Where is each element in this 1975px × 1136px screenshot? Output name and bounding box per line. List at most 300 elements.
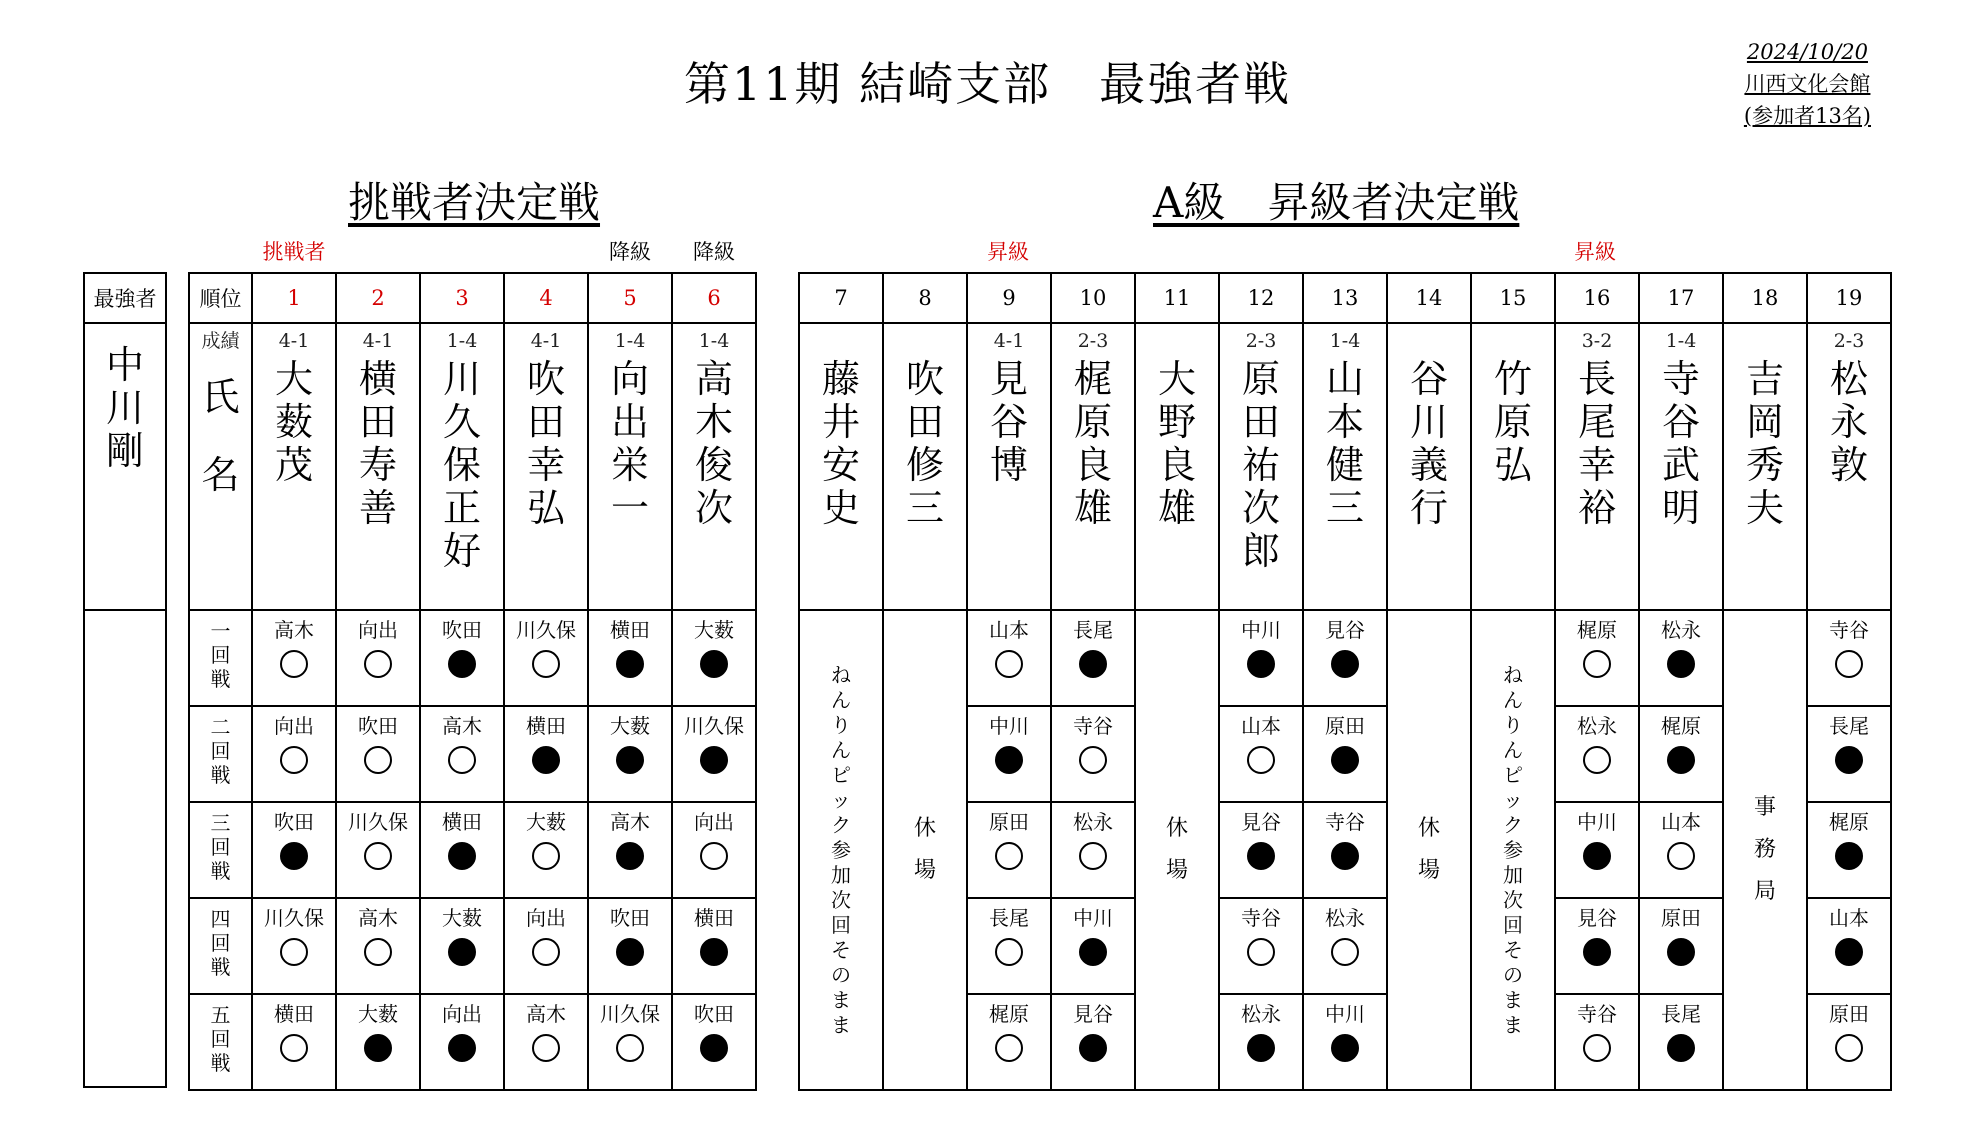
game-cell	[252, 898, 336, 994]
win-circle-icon	[1331, 938, 1359, 966]
game-cell	[588, 802, 672, 898]
label-challenger: 挑戦者	[262, 240, 326, 264]
player-score: 1-4	[1665, 330, 1697, 352]
win-circle-icon	[1247, 938, 1275, 966]
opponent-name: 中川	[1577, 810, 1617, 834]
game-cell	[336, 706, 420, 802]
challenger-table	[188, 272, 757, 1091]
player-cell	[1051, 323, 1135, 610]
game-cell	[1807, 802, 1891, 898]
player-cell	[883, 323, 967, 610]
game-cell	[588, 898, 672, 994]
opponent-name: 中川	[1325, 1002, 1365, 1026]
absence-note: 休場	[914, 816, 937, 883]
game-cell	[1219, 898, 1303, 994]
loss-circle-icon	[700, 746, 728, 774]
name-header: 氏名	[201, 375, 240, 497]
win-circle-icon	[532, 1034, 560, 1062]
win-circle-icon	[280, 650, 308, 678]
label-promote-16: 昇級	[1574, 240, 1616, 264]
player-cell	[1723, 323, 1807, 610]
rank-7: 7	[799, 273, 883, 323]
win-circle-icon	[1835, 1034, 1863, 1062]
rank-15: 15	[1471, 273, 1555, 323]
player-cell	[1135, 323, 1219, 610]
rank-1: 1	[252, 273, 336, 323]
win-circle-icon	[995, 842, 1023, 870]
player-score	[1724, 324, 1806, 358]
opponent-name: 吹田	[358, 714, 398, 738]
player-score	[1136, 324, 1218, 358]
opponent-name: 高木	[526, 1002, 566, 1026]
game-cell	[1639, 994, 1723, 1090]
loss-circle-icon	[616, 746, 644, 774]
opponent-name: 横田	[442, 810, 482, 834]
opponent-name: 寺谷	[1073, 714, 1113, 738]
opponent-name: 吹田	[442, 618, 482, 642]
game-cell	[672, 706, 756, 802]
opponent-name: 向出	[526, 906, 566, 930]
player-score: 3-2	[1581, 330, 1613, 352]
player-name: 竹原 弘	[1494, 357, 1533, 487]
opponent-name: 見谷	[1577, 906, 1617, 930]
absence-note-cell	[799, 610, 883, 1090]
loss-circle-icon	[1835, 842, 1863, 870]
loss-circle-icon	[1667, 1034, 1695, 1062]
loss-circle-icon	[532, 746, 560, 774]
player-cell	[1303, 323, 1387, 610]
name-header-cell	[189, 323, 252, 610]
round-row	[189, 898, 756, 994]
win-circle-icon	[995, 650, 1023, 678]
champion-header: 最強者	[84, 273, 166, 323]
label-demote-5: 降級	[609, 240, 651, 264]
game-cell	[252, 802, 336, 898]
rank-13: 13	[1303, 273, 1387, 323]
game-cell	[1807, 898, 1891, 994]
win-circle-icon	[280, 1034, 308, 1062]
player-score: 2-3	[1833, 330, 1865, 352]
opponent-name: 川久保	[264, 906, 324, 930]
game-cell	[1303, 994, 1387, 1090]
loss-circle-icon	[1247, 842, 1275, 870]
opponent-name: 山本	[1829, 906, 1869, 930]
player-cell	[1219, 323, 1303, 610]
player-cell	[1807, 323, 1891, 610]
absence-note-cell	[1387, 610, 1471, 1090]
loss-circle-icon	[448, 938, 476, 966]
player-cell	[799, 323, 883, 610]
opponent-name: 寺谷	[1829, 618, 1869, 642]
player-name: 原田祐次郎	[1242, 357, 1281, 573]
rank-6: 6	[672, 273, 756, 323]
champion-table	[83, 272, 167, 1088]
opponent-name: 梶原	[1577, 618, 1617, 642]
label-demote-6: 降級	[693, 240, 735, 264]
win-circle-icon	[532, 842, 560, 870]
player-score	[1388, 324, 1470, 358]
game-cell	[336, 898, 420, 994]
game-cell	[1051, 802, 1135, 898]
player-score: 4-1	[993, 330, 1025, 352]
player-score	[884, 324, 966, 358]
absence-note-cell	[1135, 610, 1219, 1090]
opponent-name: 松永	[1661, 618, 1701, 642]
player-name: 川久保正好	[443, 357, 482, 573]
opponent-name: 吹田	[274, 810, 314, 834]
round-row	[799, 610, 1891, 706]
player-score: 2-3	[1077, 330, 1109, 352]
game-cell	[588, 610, 672, 706]
game-cell	[1051, 898, 1135, 994]
player-score	[1472, 324, 1554, 358]
opponent-name: 横田	[610, 618, 650, 642]
player-name: 大野良雄	[1158, 357, 1197, 530]
player-name: 梶原良雄	[1074, 357, 1113, 530]
win-circle-icon	[1835, 650, 1863, 678]
round-label-cell	[189, 610, 252, 706]
absence-note-cell	[883, 610, 967, 1090]
rank-2: 2	[336, 273, 420, 323]
game-cell	[1303, 706, 1387, 802]
opponent-name: 松永	[1241, 1002, 1281, 1026]
loss-circle-icon	[1247, 650, 1275, 678]
rank-17: 17	[1639, 273, 1723, 323]
player-name: 松永 敦	[1830, 357, 1869, 487]
loss-circle-icon	[448, 650, 476, 678]
loss-circle-icon	[1835, 938, 1863, 966]
round-label-cell	[189, 898, 252, 994]
player-cell	[1555, 323, 1639, 610]
loss-circle-icon	[1079, 1034, 1107, 1062]
game-cell	[1639, 898, 1723, 994]
game-cell	[504, 610, 588, 706]
game-cell	[1219, 994, 1303, 1090]
win-circle-icon	[364, 938, 392, 966]
win-circle-icon	[280, 938, 308, 966]
game-cell	[1303, 802, 1387, 898]
label-promote-9: 昇級	[987, 240, 1029, 264]
event-info	[1744, 36, 1871, 132]
opponent-name: 川久保	[516, 618, 576, 642]
absence-note: ねんりんピック参加 次回そのまま	[1503, 662, 1543, 1037]
rank-16: 16	[1555, 273, 1639, 323]
game-cell	[672, 898, 756, 994]
opponent-name: 川久保	[600, 1002, 660, 1026]
opponent-name: 山本	[989, 618, 1029, 642]
win-circle-icon	[1583, 650, 1611, 678]
player-cell	[252, 323, 336, 610]
round-label: 二回戦	[210, 715, 231, 787]
opponent-name: 中川	[1073, 906, 1113, 930]
loss-circle-icon	[1079, 938, 1107, 966]
player-name: 寺谷武明	[1662, 357, 1701, 530]
round-label-cell	[189, 802, 252, 898]
game-cell	[1219, 610, 1303, 706]
game-cell	[967, 610, 1051, 706]
game-cell	[1555, 706, 1639, 802]
round-row	[189, 994, 756, 1090]
win-circle-icon	[364, 746, 392, 774]
win-circle-icon	[1079, 746, 1107, 774]
opponent-name: 高木	[442, 714, 482, 738]
loss-circle-icon	[448, 1034, 476, 1062]
loss-circle-icon	[700, 1034, 728, 1062]
player-name: 横田寿善	[359, 357, 398, 530]
rank-18: 18	[1723, 273, 1807, 323]
game-cell	[504, 898, 588, 994]
rank-14: 14	[1387, 273, 1471, 323]
player-score: 1-4	[1329, 330, 1361, 352]
rank-header: 順位	[189, 273, 252, 323]
opponent-name: 長尾	[1073, 618, 1113, 642]
loss-circle-icon	[616, 842, 644, 870]
player-cell	[504, 323, 588, 610]
event-date: 2024/10/20	[1746, 40, 1868, 64]
absence-note: 事務局	[1754, 795, 1777, 904]
win-circle-icon	[364, 650, 392, 678]
section-title-promotion: A級 昇級者決定戦	[1153, 178, 1520, 227]
player-name: 谷川義行	[1410, 357, 1449, 530]
player-name: 山本健三	[1326, 357, 1365, 530]
game-cell	[420, 706, 504, 802]
opponent-name: 大薮	[358, 1002, 398, 1026]
event-venue: 川西文化会館	[1744, 72, 1871, 96]
opponent-name: 吹田	[694, 1002, 734, 1026]
game-cell	[336, 802, 420, 898]
player-score: 2-3	[1245, 330, 1277, 352]
absence-note-cell	[1471, 610, 1555, 1090]
champion-name: 中川剛	[106, 343, 145, 473]
round-label: 四回戦	[210, 907, 231, 979]
game-cell	[1639, 610, 1723, 706]
opponent-name: 横田	[274, 1002, 314, 1026]
win-circle-icon	[995, 938, 1023, 966]
absence-note-cell	[1723, 610, 1807, 1090]
opponent-name: 長尾	[989, 906, 1029, 930]
opponent-name: 高木	[358, 906, 398, 930]
opponent-name: 川久保	[684, 714, 744, 738]
loss-circle-icon	[700, 938, 728, 966]
player-cell	[336, 323, 420, 610]
opponent-name: 高木	[610, 810, 650, 834]
game-cell	[252, 994, 336, 1090]
loss-circle-icon	[1835, 746, 1863, 774]
opponent-name: 梶原	[1829, 810, 1869, 834]
opponent-name: 向出	[694, 810, 734, 834]
opponent-name: 原田	[1829, 1002, 1869, 1026]
game-cell	[1555, 610, 1639, 706]
win-circle-icon	[532, 650, 560, 678]
game-cell	[672, 610, 756, 706]
game-cell	[967, 994, 1051, 1090]
page-title: 第11期 結崎支部 最強者戦	[683, 57, 1292, 111]
player-name: 吉岡秀夫	[1746, 357, 1785, 530]
game-cell	[504, 802, 588, 898]
opponent-name: 寺谷	[1577, 1002, 1617, 1026]
opponent-name: 松永	[1325, 906, 1365, 930]
loss-circle-icon	[995, 746, 1023, 774]
player-name: 吹田修三	[906, 357, 945, 530]
opponent-name: 横田	[694, 906, 734, 930]
round-label-cell	[189, 994, 252, 1090]
opponent-name: 山本	[1661, 810, 1701, 834]
game-cell	[967, 802, 1051, 898]
player-score: 4-1	[362, 330, 394, 352]
opponent-name: 梶原	[989, 1002, 1029, 1026]
player-name: 大薮 茂	[275, 357, 314, 487]
player-name: 吹田幸弘	[527, 357, 566, 530]
loss-circle-icon	[1247, 1034, 1275, 1062]
player-cell	[588, 323, 672, 610]
win-circle-icon	[1079, 842, 1107, 870]
game-cell	[252, 706, 336, 802]
game-cell	[1555, 994, 1639, 1090]
game-cell	[1807, 706, 1891, 802]
player-score: 4-1	[278, 330, 310, 352]
game-cell	[1051, 994, 1135, 1090]
round-label: 五回戦	[210, 1003, 231, 1075]
win-circle-icon	[995, 1034, 1023, 1062]
player-cell	[672, 323, 756, 610]
opponent-name: 寺谷	[1241, 906, 1281, 930]
game-cell	[336, 994, 420, 1090]
rank-19: 19	[1807, 273, 1891, 323]
game-cell	[1303, 898, 1387, 994]
loss-circle-icon	[1583, 938, 1611, 966]
game-cell	[1219, 706, 1303, 802]
loss-circle-icon	[616, 650, 644, 678]
win-circle-icon	[1583, 746, 1611, 774]
game-cell	[420, 898, 504, 994]
loss-circle-icon	[616, 938, 644, 966]
win-circle-icon	[448, 746, 476, 774]
champion-name-cell	[84, 323, 166, 610]
game-cell	[336, 610, 420, 706]
round-label-cell	[189, 706, 252, 802]
win-circle-icon	[280, 746, 308, 774]
opponent-name: 大薮	[694, 618, 734, 642]
rank-4: 4	[504, 273, 588, 323]
loss-circle-icon	[700, 650, 728, 678]
opponent-name: 長尾	[1661, 1002, 1701, 1026]
opponent-name: 大薮	[610, 714, 650, 738]
loss-circle-icon	[1667, 746, 1695, 774]
player-score: 1-4	[446, 330, 478, 352]
game-cell	[588, 706, 672, 802]
win-circle-icon	[532, 938, 560, 966]
opponent-name: 高木	[274, 618, 314, 642]
game-cell	[672, 994, 756, 1090]
opponent-name: 大薮	[526, 810, 566, 834]
win-circle-icon	[1667, 842, 1695, 870]
opponent-name: 向出	[442, 1002, 482, 1026]
player-name: 見谷 博	[990, 357, 1029, 487]
loss-circle-icon	[1331, 650, 1359, 678]
game-cell	[672, 802, 756, 898]
section-title-challenger: 挑戦者決定戦	[348, 178, 601, 227]
opponent-name: 原田	[1325, 714, 1365, 738]
game-cell	[588, 994, 672, 1090]
game-cell	[967, 706, 1051, 802]
player-score: 1-4	[614, 330, 646, 352]
game-cell	[1051, 610, 1135, 706]
rank-11: 11	[1135, 273, 1219, 323]
game-cell	[1555, 898, 1639, 994]
loss-circle-icon	[1331, 842, 1359, 870]
opponent-name: 梶原	[1661, 714, 1701, 738]
game-cell	[1639, 706, 1723, 802]
win-circle-icon	[616, 1034, 644, 1062]
absence-note: 休場	[1418, 816, 1441, 883]
player-name: 長尾幸裕	[1578, 357, 1617, 530]
win-circle-icon	[364, 842, 392, 870]
opponent-name: 長尾	[1829, 714, 1869, 738]
opponent-name: 見谷	[1325, 618, 1365, 642]
loss-circle-icon	[448, 842, 476, 870]
game-cell	[1555, 802, 1639, 898]
opponent-name: 中川	[1241, 618, 1281, 642]
absence-note: 休場	[1166, 816, 1189, 883]
opponent-name: 川久保	[348, 810, 408, 834]
game-cell	[1051, 706, 1135, 802]
round-row	[189, 610, 756, 706]
loss-circle-icon	[1667, 650, 1695, 678]
win-circle-icon	[1247, 746, 1275, 774]
absence-note: ねんりんピック参加 次回そのまま	[831, 662, 871, 1037]
event-participants: (参加者13名)	[1743, 104, 1871, 128]
rank-5: 5	[588, 273, 672, 323]
opponent-name: 松永	[1073, 810, 1113, 834]
game-cell	[420, 802, 504, 898]
loss-circle-icon	[280, 842, 308, 870]
game-cell	[252, 610, 336, 706]
loss-circle-icon	[1331, 746, 1359, 774]
opponent-name: 原田	[1661, 906, 1701, 930]
opponent-name: 見谷	[1073, 1002, 1113, 1026]
round-row	[189, 802, 756, 898]
round-label: 三回戦	[210, 811, 231, 883]
game-cell	[1807, 994, 1891, 1090]
loss-circle-icon	[1583, 842, 1611, 870]
opponent-name: 大薮	[442, 906, 482, 930]
game-cell	[1219, 802, 1303, 898]
opponent-name: 吹田	[610, 906, 650, 930]
player-score	[800, 324, 882, 358]
rank-8: 8	[883, 273, 967, 323]
rank-9: 9	[967, 273, 1051, 323]
opponent-name: 向出	[358, 618, 398, 642]
player-score: 1-4	[698, 330, 730, 352]
opponent-name: 見谷	[1241, 810, 1281, 834]
game-cell	[1807, 610, 1891, 706]
game-cell	[1303, 610, 1387, 706]
champion-empty-cell	[84, 610, 166, 1087]
player-name: 藤井安史	[822, 357, 861, 530]
game-cell	[504, 994, 588, 1090]
opponent-name: 原田	[989, 810, 1029, 834]
opponent-name: 寺谷	[1325, 810, 1365, 834]
rank-10: 10	[1051, 273, 1135, 323]
promotion-table	[798, 272, 1892, 1091]
win-circle-icon	[700, 842, 728, 870]
opponent-name: 向出	[274, 714, 314, 738]
game-cell	[1639, 802, 1723, 898]
player-cell	[1639, 323, 1723, 610]
round-row	[189, 706, 756, 802]
player-cell	[967, 323, 1051, 610]
player-score: 4-1	[530, 330, 562, 352]
